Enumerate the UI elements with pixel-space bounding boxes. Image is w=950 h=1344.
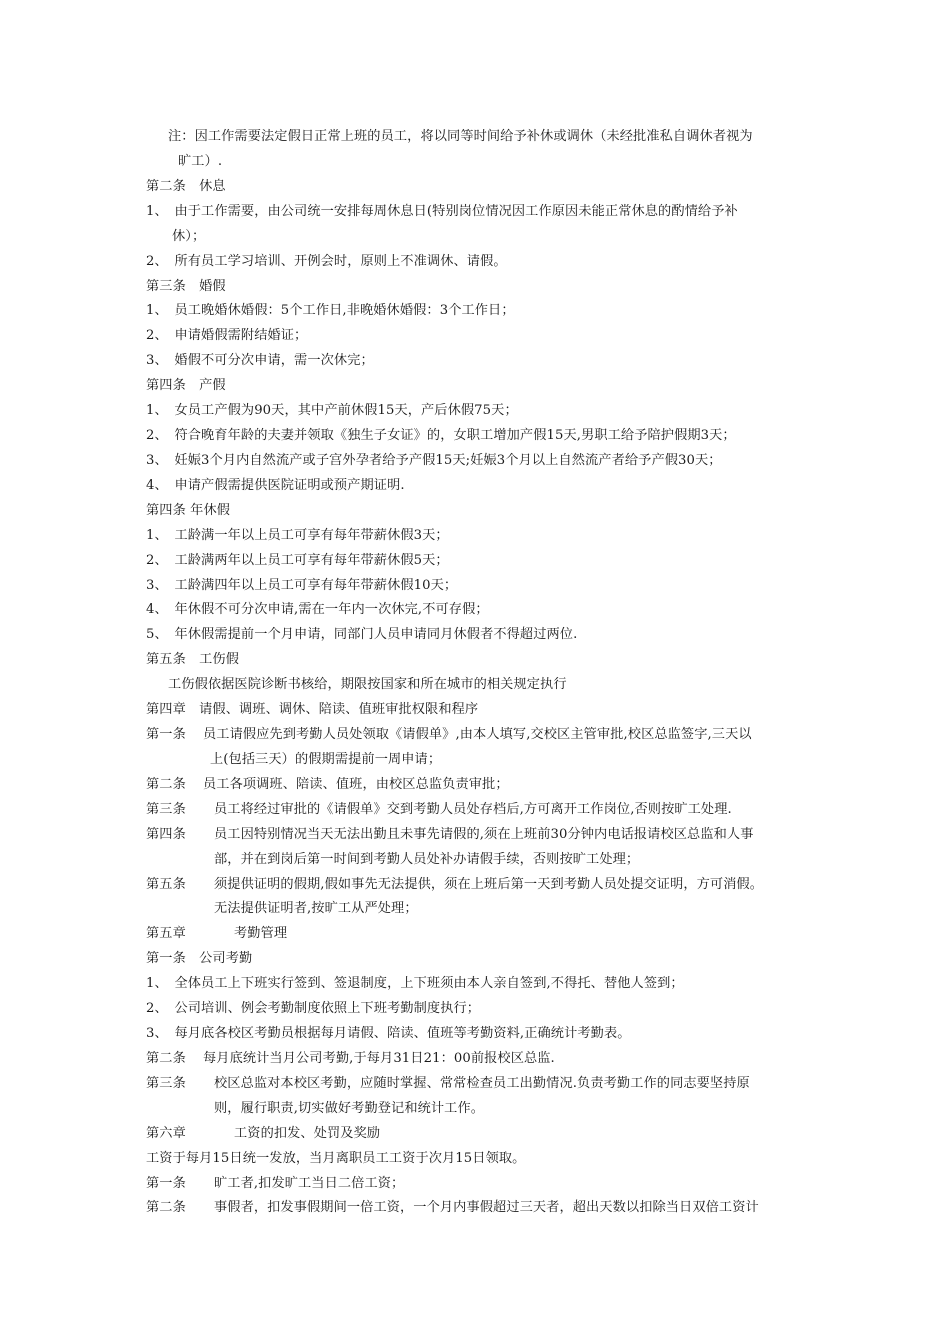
annual-item-1: 1、 工龄满一年以上员工可享有每年带薪休假3天； xyxy=(146,528,449,543)
annual-heading: 第四条 年休假 xyxy=(146,503,231,518)
marriage-heading: 第三条 婚假 xyxy=(146,279,226,294)
chapter5-heading-title: 考勤管理 xyxy=(234,926,288,941)
maternity-item-3: 3、 妊娠3个月内自然流产或子宫外孕者给予产假15天;妊娠3个月以上自然流产者给予产假30天； xyxy=(146,453,722,468)
chapter5-art2-line1: 每月底统计当月公司考勤,于每月31日21：00前报校区总监. xyxy=(203,1051,555,1066)
chapter6-heading-title: 工资的扣发、处罚及奖励 xyxy=(234,1126,381,1141)
marriage-item-3: 3、 婚假不可分次申请，需一次休完； xyxy=(146,353,374,368)
chapter6-art2-label: 第二条 xyxy=(146,1200,186,1215)
chapter4-art5-line2: 无法提供证明者,按旷工从严处理； xyxy=(214,901,418,916)
chapter4-art1-line1: 员工请假应先到考勤人员处领取《请假单》,由本人填写,交校区主管审批,校区总监签字,三天以 xyxy=(203,727,752,742)
chapter4-art3-label: 第三条 xyxy=(146,802,186,817)
chapter4-art5-label: 第五条 xyxy=(146,877,186,892)
injury-text: 工伤假依据医院诊断书核给，期限按国家和所在城市的相关规定执行 xyxy=(168,677,567,692)
chapter4-art4-line2: 部，并在到岗后第一时间到考勤人员处补办请假手续，否则按旷工处理； xyxy=(214,852,640,867)
annual-item-2: 2、 工龄满两年以上员工可享有每年带薪休假5天； xyxy=(146,553,449,568)
rest-item-2: 2、 所有员工学习培训、开例会时，原则上不准调休、请假。 xyxy=(146,254,507,269)
rest-item-1: 1、 由于工作需要，由公司统一安排每周休息日(特别岗位情况因工作原因未能正常休息的酌情给予补 xyxy=(146,204,738,219)
rest-item-1-cont: 休）； xyxy=(172,229,206,244)
chapter6-intro: 工资于每月15日统一发放，当月离职员工工资于次月15日领取。 xyxy=(146,1151,526,1166)
chapter6-heading-label: 第六章 xyxy=(146,1126,186,1141)
chapter4-art2-label: 第二条 xyxy=(146,777,186,792)
maternity-item-4: 4、 申请产假需提供医院证明或预产期证明. xyxy=(146,478,405,493)
chapter4-art1-label: 第一条 xyxy=(146,727,186,742)
chapter5-art3-line1: 校区总监对本校区考勤，应随时掌握、常常检查员工出勤情况.负责考勤工作的同志要坚持原 xyxy=(214,1076,750,1091)
chapter4-art5-line1: 须提供证明的假期,假如事先无法提供，须在上班后第一天到考勤人员处提交证明，方可消假。 xyxy=(214,877,764,892)
marriage-item-1: 1、 员工晚婚休婚假：5个工作日,非晚婚休婚假：3个工作日； xyxy=(146,303,515,318)
rest-heading: 第二条 休息 xyxy=(146,179,226,194)
chapter6-art2-line1: 事假者，扣发事假期间一倍工资，一个月内事假超过三天者，超出天数以扣除当日双倍工资计 xyxy=(214,1200,759,1215)
note-line-2: 旷工）. xyxy=(178,154,223,169)
chapter4-heading: 第四章 请假、调班、调休、陪读、值班审批权限和程序 xyxy=(146,702,479,717)
chapter6-art1-line1: 旷工者,扣发旷工当日二倍工资； xyxy=(214,1176,405,1191)
chapter5-art3-label: 第三条 xyxy=(146,1076,186,1091)
chapter5-art1-heading: 第一条 公司考勤 xyxy=(146,951,253,966)
chapter5-item-3: 3、 每月底各校区考勤员根据每月请假、陪读、值班等考勤资料,正确统计考勤表。 xyxy=(146,1026,631,1041)
chapter5-art3-line2: 则，履行职责,切实做好考勤登记和统计工作。 xyxy=(214,1101,485,1116)
chapter6-art1-label: 第一条 xyxy=(146,1176,186,1191)
maternity-heading: 第四条 产假 xyxy=(146,378,226,393)
marriage-item-2: 2、 申请婚假需附结婚证； xyxy=(146,328,308,343)
chapter4-art2-line1: 员工各项调班、陪读、值班，由校区总监负责审批； xyxy=(203,777,509,792)
chapter4-art1-line2: 上(包括三天）的假期需提前一周申请； xyxy=(210,752,442,767)
note-line-1: 注：因工作需要法定假日正常上班的员工，将以同等时间给予补休或调休（未经批准私自调休者视为 xyxy=(168,129,753,144)
annual-item-5: 5、 年休假需提前一个月申请，同部门人员申请同月休假者不得超过两位. xyxy=(146,627,578,642)
chapter5-item-1: 1、 全体员工上下班实行签到、签退制度，上下班须由本人亲自签到,不得托、替他人签到； xyxy=(146,976,684,991)
injury-heading: 第五条 工伤假 xyxy=(146,652,240,667)
annual-item-3: 3、 工龄满四年以上员工可享有每年带薪休假10天； xyxy=(146,578,458,593)
chapter4-art3-line1: 员工将经过审批的《请假单》交到考勤人员处存档后,方可离开工作岗位,否则按旷工处理. xyxy=(214,802,732,817)
annual-item-4: 4、 年休假不可分次申请,需在一年内一次休完,不可存假； xyxy=(146,602,489,617)
chapter4-art4-line1: 员工因特别情况当天无法出勤且未事先请假的,须在上班前30分钟内电话报请校区总监和人事 xyxy=(214,827,754,842)
maternity-item-2: 2、 符合晚育年龄的夫妻并领取《独生子女证》的，女职工增加产假15天,男职工给予陪护假期3天； xyxy=(146,428,736,443)
chapter5-art2-label: 第二条 xyxy=(146,1051,186,1066)
chapter5-heading-label: 第五章 xyxy=(146,926,186,941)
chapter5-item-2: 2、 公司培训、例会考勤制度依照上下班考勤制度执行； xyxy=(146,1001,481,1016)
maternity-item-1: 1、 女员工产假为90天，其中产前休假15天，产后休假75天； xyxy=(146,403,518,418)
chapter4-art4-label: 第四条 xyxy=(146,827,186,842)
